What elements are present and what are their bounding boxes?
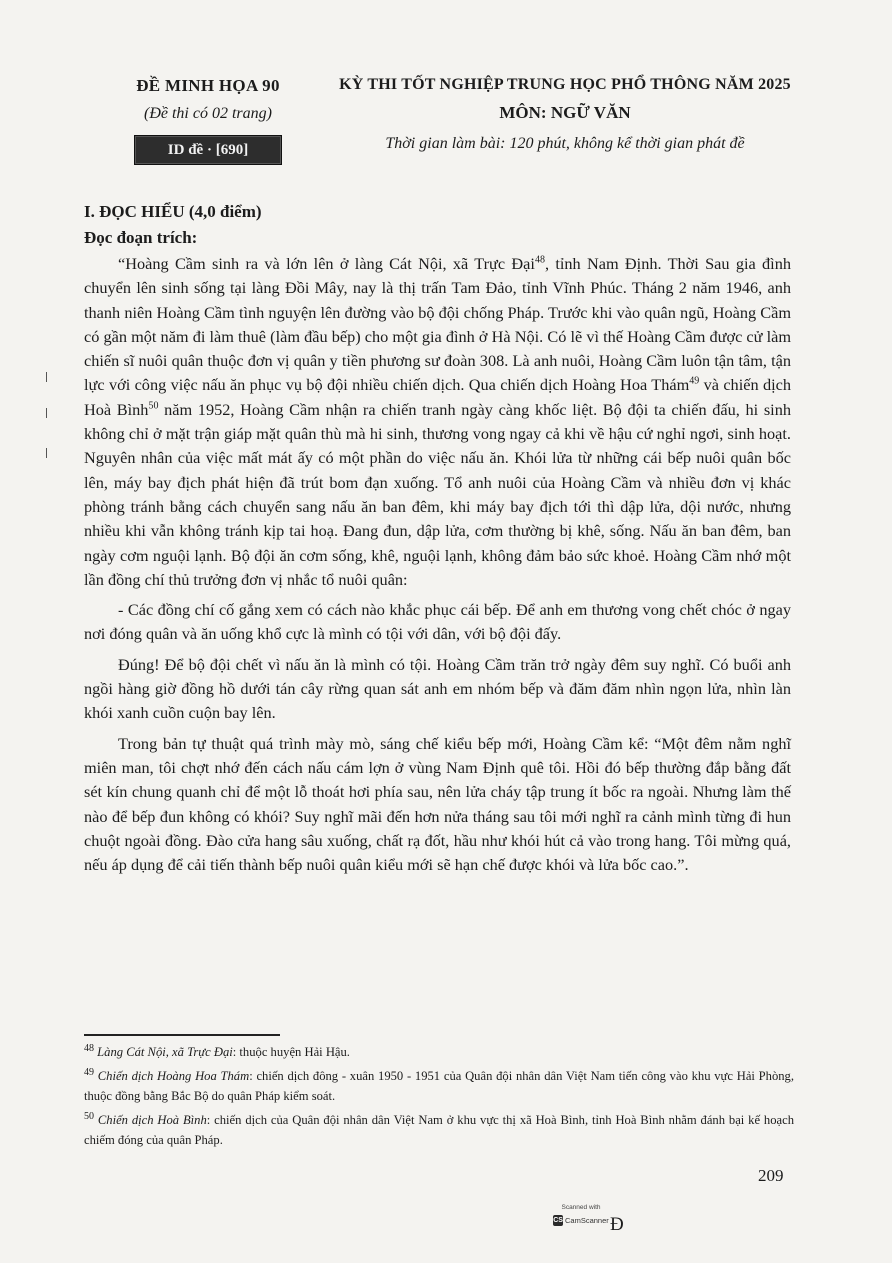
exam-id-badge: ID đề · [690] — [134, 135, 282, 165]
passage-text: , tỉnh Nam Định. Thời Sau gia đình chuyển lên sinh sống tại làng Đồi Mây, nay là thị trấn Tam Đảo, tỉnh Vĩnh Phúc. Tháng 2 năm 1946, anh thanh niên Hoàng Cầm tình nguyện lên đường vào bộ đội chống Pháp. Trước khi vào quân ngũ, Hoàng Cầm có gần một năm đi làm thuê (làm đầu bếp) cho một gia đình ở Hà Nội. Có lẽ vì thế Hoàng Cầm được cử làm chiến sĩ nuôi quân thuộc đơn vị quân y tiền phương sư đoàn 308. Là anh nuôi, Hoàng Cầm luôn tận tâm, tận lực với công việc nấu ăn phục vụ bộ đội nhiều chiến dịch. Qua chiến dịch Hoàng Hoa Thám — [84, 254, 791, 395]
footnote-49 — [84, 1066, 794, 1107]
footnote-term: Làng Cát Nội, xã Trực Đại — [97, 1045, 233, 1059]
time-limit: Thời gian làm bài: 120 phút, không kể thời gian phát đề — [385, 135, 745, 152]
margin-mark — [46, 448, 47, 458]
margin-mark — [46, 408, 47, 418]
exam-header-right — [330, 76, 800, 153]
camscanner-watermark — [553, 1204, 609, 1246]
footnote-number: 49 — [84, 1066, 94, 1078]
footnote-text: : chiến dịch của Quân đội nhân dân Việt Nam ở khu vực thị xã Hoà Bình, tỉnh Hoà Bình nhằm đánh bại kế hoạch chiếm đóng của quân Pháp. — [84, 1112, 795, 1147]
footnote-text: : thuộc huyện Hải Hậu. — [232, 1045, 350, 1059]
exam-title: KỲ THI TỐT NGHIỆP TRUNG HỌC PHỔ THÔNG NĂM 2025 — [339, 76, 791, 93]
camscanner-logo-icon: CS — [553, 1217, 563, 1224]
exam-code-title: ĐỀ MINH HỌA 90 — [136, 76, 280, 95]
passage-paragraph-3: Đúng! Để bộ đội chết vì nấu ăn là mình có tội. Hoàng Cầm trăn trở ngày đêm suy nghĩ. Có buổi anh ngồi hàng giờ đồng hồ dưới tán cây rừng quan sát anh em nhóm bếp và đăm đăm nhìn ngọn lửa, nhìn làn khói xanh cuồn cuộn bay lên. — [84, 654, 791, 723]
passage-text: và chiến dịch Hoà Bình — [84, 375, 791, 419]
footnote-ref-48: 48 — [534, 254, 545, 266]
reading-section — [84, 202, 791, 883]
footnote-divider — [84, 1034, 280, 1036]
footnote-50 — [84, 1110, 794, 1151]
footnote-number: 50 — [84, 1110, 94, 1122]
footnote-term: Chiến dịch Hoà Bình — [97, 1112, 207, 1127]
stray-mark: Đ — [610, 1214, 624, 1235]
subject-label: MÔN: NGỮ VĂN — [499, 103, 631, 122]
page-number: 209 — [758, 1166, 784, 1185]
footnote-48 — [84, 1042, 794, 1063]
passage-text: năm 1952, Hoàng Cầm nhận ra chiến tranh ngày càng khốc liệt. Bộ đội ta chiến đấu, hi sinh không chỉ ở mặt trận giáp mặt quân thù mà hi sinh, thương vong ngay cả khi về hậu cứ nghỉ ngơi, sinh hoạt. Nguyên nhân của việc mất mát ấy có một phần do việc nấu ăn. Khói lửa từ những cái bếp nuôi quân bốc lên, máy bay địch phát hiện đã trút bom đạn xuống. Tổ anh nuôi của Hoàng Cầm và nhiều đơn vị khác phòng tránh bằng cách chuyển sang nấu ăn ban đêm, khi máy bay địch tới thì dập lửa, dội nước, nhưng nhiều khi vẫn không tránh kịp tai hoạ. Đang đun, dập lửa, cơm thường bị khê, sống. Nấu ăn ban đêm, ban ngày cơm nguội lạnh. Bộ đội ăn cơm sống, khê, nguội lạnh, không đảm bảo sức khoẻ. Hoàng Cầm nhớ một lần đồng chí thủ trưởng đơn vị nhắc tổ nuôi quân: — [84, 399, 791, 589]
camscanner-brand: CamScanner — [564, 1216, 609, 1225]
section-heading: I. ĐỌC HIỂU (4,0 điểm) — [84, 202, 262, 221]
footnote-ref-50: 50 — [148, 400, 159, 412]
footnotes — [84, 1042, 794, 1154]
passage-text: “Hoàng Cầm sinh ra và lớn lên ở làng Cát Nội, xã Trực Đại — [118, 254, 535, 273]
passage-paragraph-1 — [84, 252, 791, 592]
exam-header-left — [108, 76, 308, 165]
page-count-note: (Đề thi có 02 trang) — [144, 105, 272, 122]
passage-paragraph-2: - Các đồng chí cố gắng xem có cách nào khắc phục cái bếp. Để anh em thương vong chết chóc ở ngay nơi đóng quân và ăn uống khổ cực là mình có tội với dân, với bộ đội đấy. — [84, 600, 791, 644]
footnote-term: Chiến dịch Hoàng Hoa Thám — [97, 1068, 250, 1083]
footnote-number: 48 — [84, 1042, 94, 1054]
footnote-text: : chiến dịch đông - xuân 1950 - 1951 của Quân đội nhân dân Việt Nam tiến công vào khu vực Hải Phòng, thuộc đồng bằng Bắc Bộ do quân Pháp kiểm soát. — [84, 1068, 794, 1103]
passage-paragraph-4: Trong bản tự thuật quá trình mày mò, sáng chế kiểu bếp mới, Hoàng Cầm kể: “Một đêm nằm nghĩ miên man, tôi chợt nhớ đến cách nấu cám lợn ở vùng Nam Định quê tôi. Hồi đó bếp thường đắp bằng đất sét kín chung quanh chỉ để một lỗ thoát hơi phía sau, nên lửa cháy tập trung ít bốc ra ngoài. Nhưng làm thế nào để bếp đun không có khói? Suy nghĩ mãi đến hơn nửa tháng sau tôi mới nghĩ ra cảnh mình từng đi hun chuột ngoài đồng. Đào cửa hang sâu xuống, chất rạ đốt, hầu như khói hút cả vào trong hang. Tôi mừng quá, nếu áp dụng để cải tiến thành bếp nuôi quân kiểu mới sẽ hạn chế được khói và lửa bốc cao.”. — [84, 733, 791, 875]
footnote-ref-49: 49 — [689, 376, 700, 388]
margin-mark — [46, 372, 47, 382]
scanned-with-text: Scanned with — [561, 1204, 601, 1211]
read-instruction: Đọc đoạn trích: — [84, 228, 198, 247]
